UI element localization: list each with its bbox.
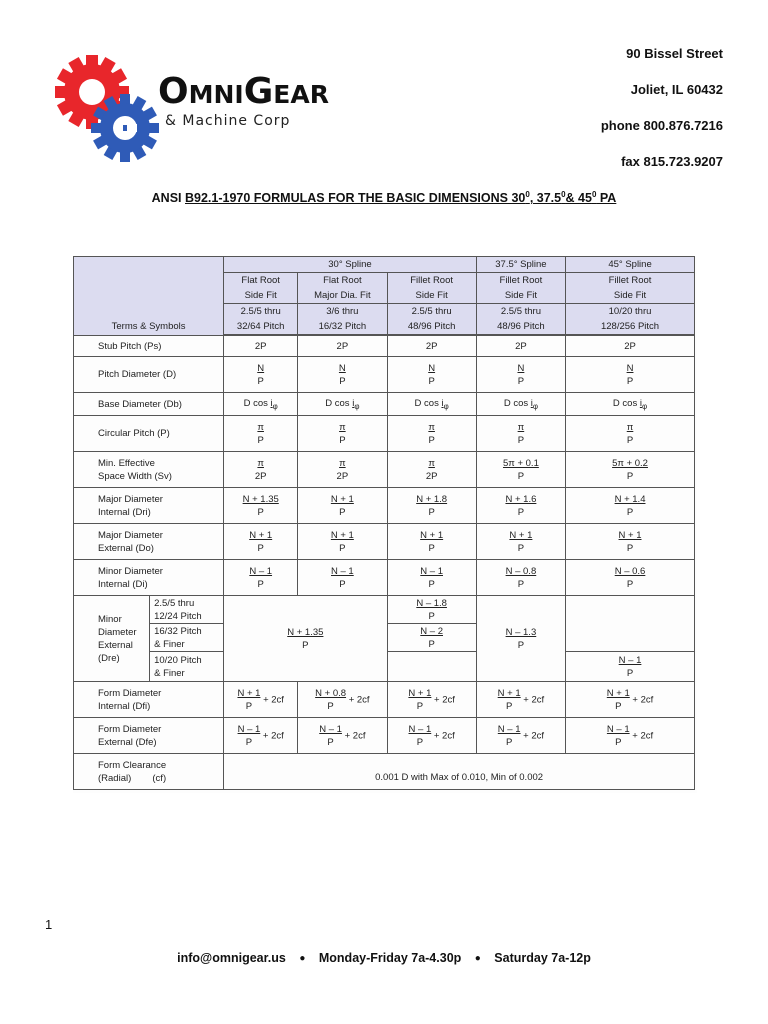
footer-contact <box>0 951 768 965</box>
table-cell: $\frac{N - 1}{P}$ + 2cf <box>298 718 387 754</box>
table-cell: D $\cos i_\varphi$ <box>476 393 565 416</box>
address-phone: phone 800.876.7216 <box>600 118 723 133</box>
table-cell: 2P <box>566 336 695 357</box>
table-cell: $\frac{5\pi + 0.1}{P}$ <box>476 452 565 488</box>
company-logo <box>55 52 329 164</box>
company-address <box>601 45 723 189</box>
footer-hours-saturday: Saturday 7a-12p <box>494 951 591 965</box>
table-row <box>74 596 695 624</box>
table-cell: $\frac{N + 1}{P}$ <box>298 524 387 560</box>
table-cell: $\frac{N - 1}{P}$ <box>387 560 476 596</box>
terms-symbols-header: Terms & Symbols <box>74 257 224 336</box>
table-cell: $\frac{N - 0.8}{P}$ <box>476 560 565 596</box>
table-cell: $\frac{N - 1}{P}$ <box>298 560 387 596</box>
table-row <box>74 488 695 524</box>
table-cell: $\frac{N - 1}{P}$ + 2cf <box>476 718 565 754</box>
col-header-type: Fillet Root Side Fit <box>476 273 565 304</box>
table-cell: $\frac{N}{P}$ <box>298 357 387 393</box>
table-cell: $\frac{\pi}{2P}$ <box>224 452 298 488</box>
table-cell: D $\cos i_\varphi$ <box>298 393 387 416</box>
term-label: Minor Diameter External (Dre) <box>74 596 150 682</box>
table-cell: $\frac{N}{P}$ <box>476 357 565 393</box>
table-row <box>74 718 695 754</box>
col-header-type: Flat Root Side Fit <box>224 273 298 304</box>
table-cell: $\frac{N + 1}{P}$ + 2cf <box>476 682 565 718</box>
brand-subtitle: & Machine Corp <box>165 113 291 129</box>
table-cell: $\frac{N - 1}{P}$ + 2cf <box>387 718 476 754</box>
table-cell: $\frac{N + 1}{P}$ + 2cf <box>224 682 298 718</box>
term-label: Form Diameter Internal (Dfi) <box>74 682 224 718</box>
table-row <box>74 682 695 718</box>
table-row <box>74 357 695 393</box>
group-header-375: 37.5° Spline <box>476 257 565 273</box>
term-label: Base Diameter (Db) <box>74 393 224 416</box>
term-label: Major Diameter Internal (Dri) <box>74 488 224 524</box>
formula-table <box>73 256 695 790</box>
table-cell: 0.001 D with Max of 0.010, Min of 0.002 <box>224 754 695 790</box>
table-cell: 2P <box>387 336 476 357</box>
sub-label: 2.5/5 thru 12/24 Pitch <box>150 596 224 624</box>
document-title: ANSI B92.1-1970 FORMULAS FOR THE BASIC DIMENSIONS $30^0$, 37.5$^0$& $45^0$ PA <box>151 190 617 206</box>
table-cell: $\frac{\pi}{P}$ <box>566 416 695 452</box>
table-cell: $\frac{N + 1}{P}$ <box>387 524 476 560</box>
table-cell: $\frac{N + 1.35}{P}$ <box>224 488 298 524</box>
table-cell: D $\cos i_\varphi$ <box>224 393 298 416</box>
table-cell: $\frac{N - 1}{P}$ + 2cf <box>566 718 695 754</box>
table-cell: $\frac{N}{P}$ <box>566 357 695 393</box>
col-header-pitch: 2.5/5 thru 48/96 Pitch <box>387 304 476 335</box>
table-cell: $\frac{N + 1}{P}$ <box>566 524 695 560</box>
table-cell: $\frac{\pi}{P}$ <box>298 416 387 452</box>
col-header-type: Fillet Root Side Fit <box>387 273 476 304</box>
term-label: Form Clearance (Radial) (cf) <box>74 754 224 790</box>
address-city: Joliet, IL 60432 <box>630 82 723 97</box>
term-label: Stub Pitch (Ps) <box>74 336 224 357</box>
col-header-pitch: 2.5/5 thru 48/96 Pitch <box>476 304 565 335</box>
table-cell: $\frac{N + 1.4}{P}$ <box>566 488 695 524</box>
table-cell: $\frac{N + 1}{P}$ <box>298 488 387 524</box>
term-label: Pitch Diameter (D) <box>74 357 224 393</box>
table-row <box>74 560 695 596</box>
table-cell: $\frac{N - 1.3}{P}$ <box>476 596 565 682</box>
table-cell: $\frac{N - 1}{P}$ + 2cf <box>224 718 298 754</box>
term-label: Min. Effective Space Width (Sv) <box>74 452 224 488</box>
group-header-45: 45° Spline <box>566 257 695 273</box>
table-cell: $\frac{N + 1.6}{P}$ <box>476 488 565 524</box>
table-cell: 2P <box>476 336 565 357</box>
table-cell: $\frac{N + 1.8}{P}$ <box>387 488 476 524</box>
table-row <box>74 336 695 357</box>
formula-table-image <box>73 256 697 793</box>
bullet-icon: ● <box>299 953 306 965</box>
col-header-type: Flat Root Major Dia. Fit <box>298 273 387 304</box>
table-row <box>74 524 695 560</box>
sub-label: 10/20 Pitch & Finer <box>150 652 224 682</box>
brand-name: OMNIGEAR <box>158 71 329 112</box>
footer-email: info@omnigear.us <box>177 951 286 965</box>
term-label: Major Diameter External (Do) <box>74 524 224 560</box>
table-row <box>74 416 695 452</box>
table-cell: $\frac{\pi}{P}$ <box>476 416 565 452</box>
table-cell: $\frac{\pi}{2P}$ <box>298 452 387 488</box>
col-header-pitch: 3/6 thru 16/32 Pitch <box>298 304 387 335</box>
sub-label: 16/32 Pitch & Finer <box>150 624 224 652</box>
table-cell: $\frac{N + 1}{P}$ + 2cf <box>387 682 476 718</box>
table-cell: $\frac{N - 1}{P}$ <box>566 652 695 682</box>
table-cell: 2P <box>298 336 387 357</box>
table-row <box>74 452 695 488</box>
table-cell: $\frac{N - 0.6}{P}$ <box>566 560 695 596</box>
table-cell: $\frac{N + 1}{P}$ <box>224 524 298 560</box>
address-fax: fax 815.723.9207 <box>621 154 723 169</box>
table-cell: $\frac{5\pi + 0.2}{P}$ <box>566 452 695 488</box>
table-cell: $\frac{\pi}{2P}$ <box>387 452 476 488</box>
table-cell: $\frac{N - 1.8}{P}$ $\frac{N - 2}{P}$ <box>387 596 476 652</box>
table-cell: D $\cos i_\varphi$ <box>566 393 695 416</box>
footer-hours-week: Monday-Friday 7a-4.30p <box>318 951 462 965</box>
table-row <box>74 393 695 416</box>
page-number: 1 <box>45 917 53 932</box>
table-cell <box>387 652 476 682</box>
table-cell: $\frac{\pi}{P}$ <box>224 416 298 452</box>
col-header-type: Fillet Root Side Fit <box>566 273 695 304</box>
term-label: Form Diameter External (Dfe) <box>74 718 224 754</box>
table-cell: $\frac{N + 1.35}{P}$ <box>224 596 387 682</box>
table-cell: $\frac{N + 1}{P}$ + 2cf <box>566 682 695 718</box>
table-cell <box>566 596 695 652</box>
address-street: 90 Bissel Street <box>626 46 723 61</box>
table-cell: $\frac{N - 1}{P}$ <box>224 560 298 596</box>
table-cell: D $\cos i_\varphi$ <box>387 393 476 416</box>
col-header-pitch: 2.5/5 thru 32/64 Pitch <box>224 304 298 335</box>
bullet-icon: ● <box>474 953 481 965</box>
table-cell: $\frac{N + 1}{P}$ <box>476 524 565 560</box>
group-header-30: 30° Spline <box>224 257 477 273</box>
table-cell: $\frac{\pi}{P}$ <box>387 416 476 452</box>
table-cell: $\frac{N}{P}$ <box>224 357 298 393</box>
table-cell: $\frac{N}{P}$ <box>387 357 476 393</box>
col-header-pitch: 10/20 thru 128/256 Pitch <box>566 304 695 335</box>
term-label: Minor Diameter Internal (Di) <box>74 560 224 596</box>
table-cell: $\frac{N + 0.8}{P}$ + 2cf <box>298 682 387 718</box>
term-label: Circular Pitch (P) <box>74 416 224 452</box>
gears-logo-icon <box>55 52 159 164</box>
table-cell: 2P <box>224 336 298 357</box>
table-row <box>74 754 695 790</box>
